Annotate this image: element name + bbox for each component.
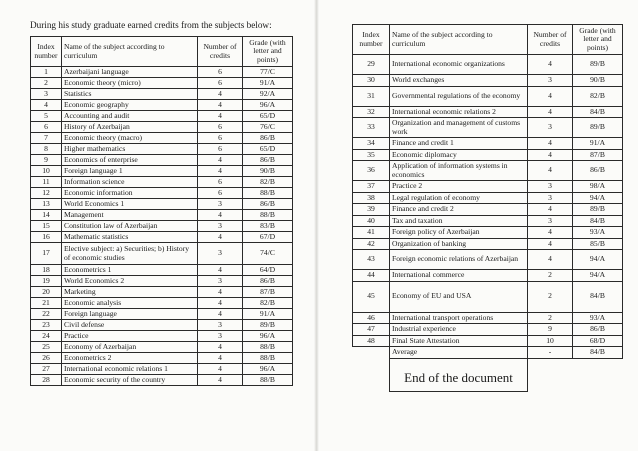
cell-subject: Finance and credit 1 (390, 138, 528, 150)
cell-grade: 84/B (573, 281, 623, 312)
cell-subject: Governmental regulations of the economy (390, 86, 528, 106)
cell-subject: Statistics (62, 89, 198, 100)
cell-credits: 2 (528, 312, 573, 324)
cell-index: 42 (353, 238, 390, 250)
table-row (31, 287, 293, 298)
cell-credits: 4 (528, 204, 573, 216)
credits-table-left (30, 36, 293, 386)
cell-index: 28 (31, 375, 62, 386)
cell-credits: 6 (198, 122, 243, 133)
table-row (31, 265, 293, 276)
table-row (353, 192, 623, 204)
cell-credits: 4 (198, 364, 243, 375)
cell-credits: 6 (198, 144, 243, 155)
cell-index: 19 (31, 276, 62, 287)
table-row (353, 118, 623, 138)
cell-credits: 3 (198, 320, 243, 331)
cell-grade: 96/A (243, 100, 293, 111)
cell-credits: 3 (198, 199, 243, 210)
cell-credits: 4 (198, 166, 243, 177)
cell-credits: 3 (528, 181, 573, 193)
end-row (353, 359, 623, 392)
table-row (31, 122, 293, 133)
cell-index: 18 (31, 265, 62, 276)
cell-index: 36 (353, 161, 390, 181)
cell-index: 41 (353, 227, 390, 239)
cell-grade: 93/A (573, 227, 623, 239)
cell-credits: 3 (528, 118, 573, 138)
cell-subject: Economics of enterprise (62, 155, 198, 166)
table-row (31, 210, 293, 221)
cell-grade: 86/B (243, 199, 293, 210)
cell-grade: 88/B (243, 188, 293, 199)
table-row (353, 106, 623, 118)
cell-subject: Foreign language 1 (62, 166, 198, 177)
cell-index: 10 (31, 166, 62, 177)
cell-credits: 3 (528, 75, 573, 87)
header-subject: Name of the subject according to curriculum (390, 25, 528, 55)
cell-credits: 3 (198, 221, 243, 232)
cell-index: 34 (353, 138, 390, 150)
cell-index: 9 (31, 155, 62, 166)
cell-credits: 6 (198, 67, 243, 78)
cell-index: 20 (31, 287, 62, 298)
cell-index: 14 (31, 210, 62, 221)
cell-grade: 89/B (573, 55, 623, 75)
cell-credits: 4 (528, 161, 573, 181)
cell-grade: 84/B (573, 106, 623, 118)
cell-subject: International transport operations (390, 312, 528, 324)
table-row (31, 309, 293, 320)
cell-subject: Foreign economic relations of Azerbaijan (390, 250, 528, 270)
table-row (353, 238, 623, 250)
table-row (31, 144, 293, 155)
header-credits: Number of credits (198, 37, 243, 67)
cell-subject: Legal regulation of economy (390, 192, 528, 204)
end-note: End of the document (390, 359, 528, 392)
table-row (353, 161, 623, 181)
table-row (353, 227, 623, 239)
cell-index: 23 (31, 320, 62, 331)
cell-index: 44 (353, 270, 390, 282)
cell-index: 17 (31, 243, 62, 265)
cell-credits: 4 (198, 353, 243, 364)
table-row (31, 320, 293, 331)
table-row (31, 188, 293, 199)
cell-index: 39 (353, 204, 390, 216)
cell-index: 11 (31, 177, 62, 188)
cell-grade: 88/B (243, 342, 293, 353)
cell-index: 30 (353, 75, 390, 87)
cell-credits: 4 (198, 155, 243, 166)
cell-index: 21 (31, 298, 62, 309)
cell-grade: 86/B (243, 276, 293, 287)
table-row (31, 364, 293, 375)
cell-credits: 4 (198, 265, 243, 276)
cell-index: 25 (31, 342, 62, 353)
cell-subject: Azerbaijani language (62, 67, 198, 78)
cell-subject: Elective subject: a) Securities; b) History of economic studies (62, 243, 198, 265)
cell-credits: 6 (198, 133, 243, 144)
cell-index: 37 (353, 181, 390, 193)
header-index: Index number (353, 25, 390, 55)
cell-index: 32 (353, 106, 390, 118)
cell-subject: Econometrics 2 (62, 353, 198, 364)
table-row (31, 111, 293, 122)
table-row (31, 298, 293, 309)
header-credits: Number of credits (528, 25, 573, 55)
cell-credits: 6 (198, 188, 243, 199)
table-row (31, 177, 293, 188)
table-row (31, 331, 293, 342)
cell-grade: 96/A (243, 364, 293, 375)
header-subject: Name of the subject according to curriculum (62, 37, 198, 67)
cell-grade: 74/C (243, 243, 293, 265)
table-row (31, 199, 293, 210)
cell-subject: Economic theory (macro) (62, 133, 198, 144)
table-row (353, 335, 623, 347)
header-grade: Grade (with letter and points) (573, 25, 623, 55)
cell-grade: 88/B (243, 375, 293, 386)
cell-index: 6 (31, 122, 62, 133)
header-grade: Grade (with letter and points) (243, 37, 293, 67)
cell-subject: Practice 2 (390, 181, 528, 193)
cell-index: 8 (31, 144, 62, 155)
cell-grade: 86/B (243, 155, 293, 166)
cell-index: 13 (31, 199, 62, 210)
table-row (353, 250, 623, 270)
cell-subject: Information science (62, 177, 198, 188)
cell-grade: 84/B (573, 215, 623, 227)
cell-credits: 4 (528, 238, 573, 250)
table-row (31, 353, 293, 364)
cell-grade: 93/A (573, 312, 623, 324)
cell-index: 26 (31, 353, 62, 364)
cell-grade: 86/B (243, 133, 293, 144)
cell-grade: 77/C (243, 67, 293, 78)
cell-subject: Economic security of the country (62, 375, 198, 386)
cell-grade: 64/D (243, 265, 293, 276)
cell-subject: Tax and taxation (390, 215, 528, 227)
cell-grade: 90/B (573, 75, 623, 87)
cell-credits: 4 (528, 250, 573, 270)
cell-credits: 4 (198, 309, 243, 320)
cell-credits: 3 (528, 192, 573, 204)
cell-grade: 82/B (243, 177, 293, 188)
cell-index: 7 (31, 133, 62, 144)
cell-index: 16 (31, 232, 62, 243)
cell-subject: Economic information (62, 188, 198, 199)
cell-subject: International economic organizations (390, 55, 528, 75)
cell-grade: 65/D (243, 111, 293, 122)
cell-grade: 87/B (573, 149, 623, 161)
table-row (353, 270, 623, 282)
cell-credits: 4 (198, 100, 243, 111)
cell-subject: Economy of EU and USA (390, 281, 528, 312)
cell-credits: 4 (198, 89, 243, 100)
cell-credits: 6 (198, 177, 243, 188)
credits-table-right (352, 24, 623, 392)
cell-subject: Management (62, 210, 198, 221)
cell-subject: Practice (62, 331, 198, 342)
average-index-cell (353, 347, 390, 359)
cell-index: 24 (31, 331, 62, 342)
cell-subject: Economic analysis (62, 298, 198, 309)
table-row (31, 221, 293, 232)
cell-credits: 4 (528, 149, 573, 161)
cell-index: 15 (31, 221, 62, 232)
table-row (31, 375, 293, 386)
cell-grade: 91/A (573, 138, 623, 150)
table-header-row (31, 37, 293, 67)
cell-subject: Economic theory (micro) (62, 78, 198, 89)
table-row (31, 133, 293, 144)
cell-subject: Mathematic statistics (62, 232, 198, 243)
cell-subject: International economic relations 1 (62, 364, 198, 375)
cell-grade: 85/B (573, 238, 623, 250)
cell-subject: Marketing (62, 287, 198, 298)
cell-grade: 86/B (573, 324, 623, 336)
table-row (353, 75, 623, 87)
cell-credits: 10 (528, 335, 573, 347)
cell-credits: 4 (198, 342, 243, 353)
cell-subject: Civil defense (62, 320, 198, 331)
cell-grade: 94/A (573, 250, 623, 270)
intro-text: During his study graduate earned credits from the subjects below: (30, 20, 272, 30)
cell-subject: Foreign language (62, 309, 198, 320)
table-row (31, 89, 293, 100)
cell-subject: History of Azerbaijan (62, 122, 198, 133)
cell-subject: International economic relations 2 (390, 106, 528, 118)
cell-index: 46 (353, 312, 390, 324)
cell-credits: 6 (198, 78, 243, 89)
cell-credits: 4 (528, 55, 573, 75)
cell-subject: Economy of Azerbaijan (62, 342, 198, 353)
table-row (31, 342, 293, 353)
cell-credits: 4 (528, 106, 573, 118)
cell-grade: 82/B (573, 86, 623, 106)
cell-subject: Organization and management of customs work (390, 118, 528, 138)
table-row (31, 67, 293, 78)
table-row (31, 232, 293, 243)
cell-subject: Econometrics 1 (62, 265, 198, 276)
cell-subject: World Economics 2 (62, 276, 198, 287)
cell-index: 35 (353, 149, 390, 161)
cell-credits: 3 (198, 331, 243, 342)
cell-grade: 98/A (573, 181, 623, 193)
cell-subject: International commerce (390, 270, 528, 282)
cell-index: 43 (353, 250, 390, 270)
header-index: Index number (31, 37, 62, 67)
cell-credits: 4 (198, 210, 243, 221)
table-row (31, 166, 293, 177)
cell-grade: 89/B (243, 320, 293, 331)
cell-subject: Organization of banking (390, 238, 528, 250)
table-row (31, 78, 293, 89)
cell-index: 12 (31, 188, 62, 199)
page-fold (314, 0, 319, 451)
cell-grade: 92/A (243, 89, 293, 100)
cell-index: 45 (353, 281, 390, 312)
cell-credits: 3 (198, 243, 243, 265)
cell-index: 29 (353, 55, 390, 75)
cell-grade: 94/A (573, 270, 623, 282)
cell-subject: World exchanges (390, 75, 528, 87)
cell-subject: Accounting and audit (62, 111, 198, 122)
cell-index: 38 (353, 192, 390, 204)
cell-credits: 4 (528, 86, 573, 106)
cell-grade: 91/A (243, 309, 293, 320)
table-header-row (353, 25, 623, 55)
cell-credits: 4 (528, 227, 573, 239)
cell-index: 22 (31, 309, 62, 320)
table-row (353, 204, 623, 216)
cell-credits: 2 (528, 281, 573, 312)
cell-subject: Economic diplomacy (390, 149, 528, 161)
cell-subject: Higher mathematics (62, 144, 198, 155)
cell-subject: Foreign policy of Azerbaijan (390, 227, 528, 239)
cell-grade: 88/B (243, 210, 293, 221)
cell-credits: 2 (528, 270, 573, 282)
cell-grade: 67/D (243, 232, 293, 243)
average-grade: 84/B (573, 347, 623, 359)
cell-grade: 65/D (243, 144, 293, 155)
cell-index: 31 (353, 86, 390, 106)
cell-index: 4 (31, 100, 62, 111)
cell-index: 5 (31, 111, 62, 122)
cell-grade: 83/B (243, 221, 293, 232)
cell-grade: 88/B (243, 353, 293, 364)
cell-subject: Final State Attestation (390, 335, 528, 347)
table-row (353, 55, 623, 75)
cell-credits: 4 (198, 298, 243, 309)
cell-index: 2 (31, 78, 62, 89)
cell-grade: 89/B (573, 118, 623, 138)
cell-grade: 96/A (243, 331, 293, 342)
table-row (31, 100, 293, 111)
average-row (353, 347, 623, 359)
cell-grade: 94/A (573, 192, 623, 204)
table-row (353, 215, 623, 227)
cell-subject: Application of information systems in economics (390, 161, 528, 181)
cell-credits: 9 (528, 324, 573, 336)
table-row (353, 281, 623, 312)
average-credits: - (528, 347, 573, 359)
cell-grade: 90/B (243, 166, 293, 177)
table-row (353, 138, 623, 150)
table-row (353, 324, 623, 336)
cell-credits: 4 (198, 111, 243, 122)
cell-subject: Industrial experience (390, 324, 528, 336)
cell-grade: 76/C (243, 122, 293, 133)
cell-index: 40 (353, 215, 390, 227)
table-row (31, 155, 293, 166)
cell-subject: World Economics 1 (62, 199, 198, 210)
cell-index: 47 (353, 324, 390, 336)
cell-credits: 4 (198, 375, 243, 386)
cell-subject: Economic geography (62, 100, 198, 111)
cell-index: 33 (353, 118, 390, 138)
cell-grade: 89/B (573, 204, 623, 216)
table-row (31, 276, 293, 287)
cell-credits: 3 (528, 215, 573, 227)
cell-credits: 4 (198, 287, 243, 298)
cell-subject: Finance and credit 2 (390, 204, 528, 216)
cell-grade: 68/D (573, 335, 623, 347)
cell-index: 48 (353, 335, 390, 347)
cell-grade: 82/B (243, 298, 293, 309)
table-row (353, 312, 623, 324)
cell-credits: 3 (198, 276, 243, 287)
cell-grade: 87/B (243, 287, 293, 298)
table-row (31, 243, 293, 265)
cell-index: 1 (31, 67, 62, 78)
cell-grade: 86/B (573, 161, 623, 181)
cell-credits: 4 (528, 138, 573, 150)
cell-index: 3 (31, 89, 62, 100)
average-label: Average (390, 347, 528, 359)
cell-index: 27 (31, 364, 62, 375)
cell-grade: 91/A (243, 78, 293, 89)
cell-credits: 4 (198, 232, 243, 243)
cell-subject: Constitution law of Azerbaijan (62, 221, 198, 232)
table-row (353, 149, 623, 161)
table-row (353, 181, 623, 193)
table-row (353, 86, 623, 106)
